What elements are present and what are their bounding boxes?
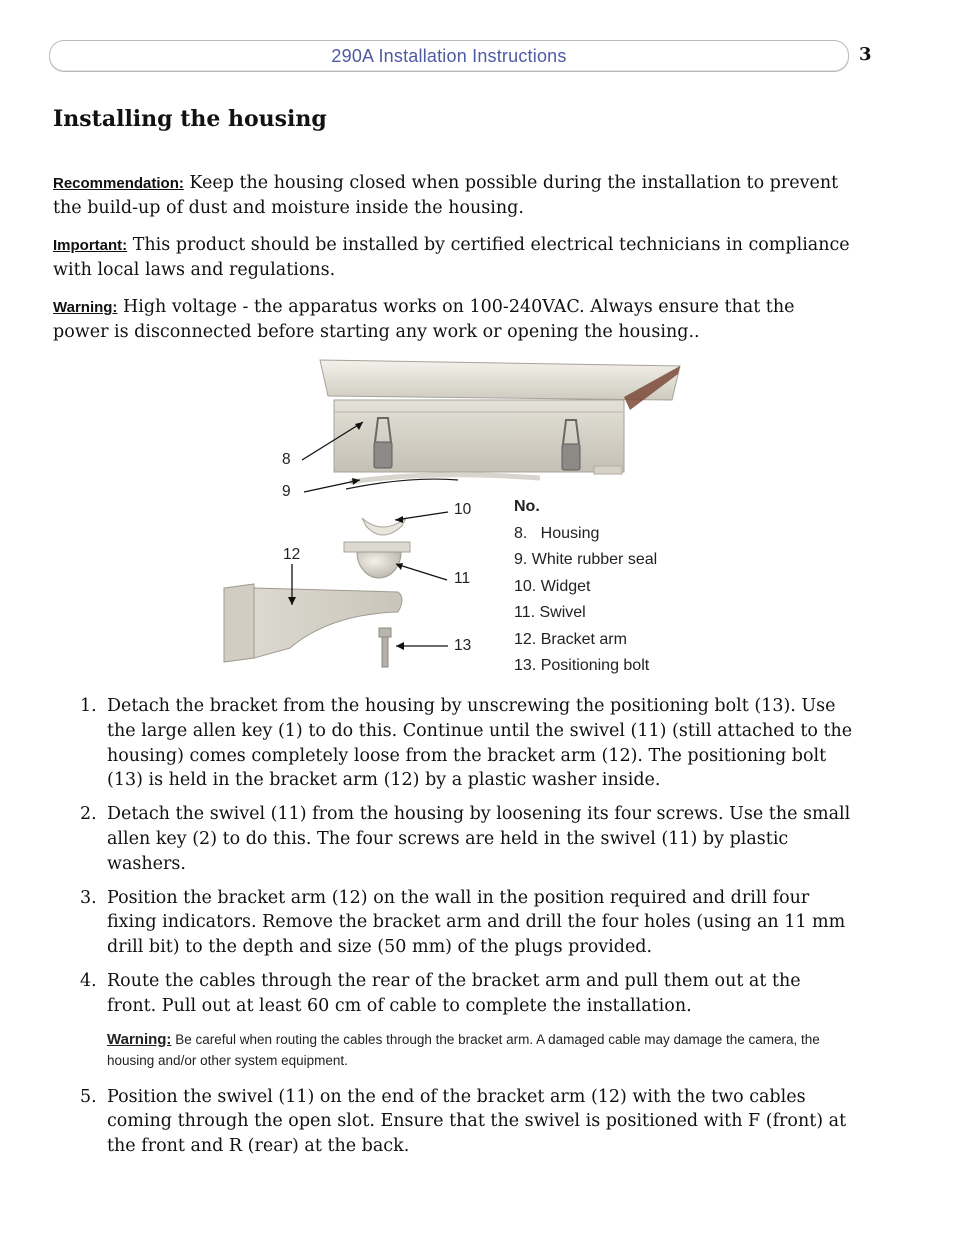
important-note [53, 233, 853, 283]
step-text: Detach the bracket from the housing by unscrewing the positioning bolt (13). Use the large allen key (1) to do this. Continue until the swivel (11) (still attached to the housing) comes completely loose from the bracket arm (12). The positioning bolt (13) is held in the bracket arm (12) by a plastic washer inside. [107, 696, 853, 791]
step-number: 2. [80, 804, 97, 825]
installation-steps [53, 694, 853, 1168]
step-item [53, 694, 853, 793]
step-item [53, 1085, 853, 1159]
step-text: Detach the swivel (11) from the housing by loosening its four screws. Use the small allen key (2) to do this. The four screws are held in the swivel (11) by plastic washers. [107, 804, 851, 874]
rubber-seal-shape [350, 475, 540, 482]
recommendation-note [53, 171, 853, 221]
legend-title: No. [514, 498, 540, 515]
leader-line-11 [396, 564, 447, 580]
recommendation-tag: Recommendation: [53, 175, 184, 192]
important-text: This product should be installed by certified electrical technicians in compliance with local laws and regulations. [53, 235, 850, 280]
parts-legend [514, 494, 657, 680]
page-number: 3 [859, 44, 872, 65]
swivel-shape [344, 542, 410, 578]
step-number: 4. [80, 970, 97, 991]
step-text: Position the bracket arm (12) on the wall in the position required and drill four fixing indicators. Remove the bracket arm and drill the four holes (using an 11 mm drill bit) to the depth and size (50 mm) of the plugs provided. [107, 887, 846, 958]
step-number: 5. [80, 1086, 97, 1107]
document-title: 290A Installation Instructions [331, 46, 567, 66]
callout-13: 13 [454, 637, 472, 654]
legend-item-rubber-seal: 9. White rubber seal [514, 551, 658, 568]
step-warning-text: Be careful when routing the cables through the bracket arm. A damaged cable may damage the camera, the housing and/or other system equipment. [107, 1031, 820, 1068]
warning-note [53, 295, 853, 345]
callout-8: 8 [282, 451, 291, 468]
legend-item-positioning-bolt: 13. Positioning bolt [514, 657, 650, 674]
important-tag: Important: [53, 237, 128, 254]
recommendation-text: Keep the housing closed when possible during the installation to prevent the build-up of dust and moisture inside the housing. [53, 173, 839, 218]
positioning-bolt-shape [379, 628, 391, 667]
housing-shape [320, 360, 680, 474]
step-item [53, 969, 853, 1071]
step-item [53, 802, 853, 876]
callout-12: 12 [283, 546, 301, 563]
legend-item-bracket-arm: 12. Bracket arm [514, 630, 627, 648]
callout-10: 10 [454, 501, 472, 518]
header-bar [49, 40, 849, 72]
step-text: Route the cables through the rear of the bracket arm and pull them out at the front. Pull out at least 60 cm of cable to complete the installation. [107, 970, 801, 1016]
step-item [53, 886, 853, 960]
callout-9: 9 [282, 483, 291, 500]
step-warning-tag: Warning: [107, 1030, 172, 1048]
legend-item-widget: 10. Widget [514, 577, 591, 595]
leader-line-9 [304, 480, 360, 492]
step-number: 1. [80, 696, 97, 716]
bracket-arm-shape [224, 584, 402, 662]
warning-tag: Warning: [53, 299, 118, 316]
warning-text: High voltage - the apparatus works on 100-240VAC. Always ensure that the power is disconnected before starting any work or opening the housing.. [53, 297, 795, 342]
step-warning-note [107, 1029, 853, 1071]
callout-11: 11 [454, 570, 471, 587]
step-text: Position the swivel (11) on the end of the bracket arm (12) with the two cables coming through the open slot. Ensure that the swivel is positioned with F (front) at the front and R (rear) at the back. [107, 1086, 847, 1157]
section-heading: Installing the housing [53, 106, 327, 132]
legend-item-housing: 8. Housing [514, 524, 600, 542]
step-number: 3. [80, 887, 97, 908]
legend-item-swivel: 11. Swivel [514, 604, 586, 621]
